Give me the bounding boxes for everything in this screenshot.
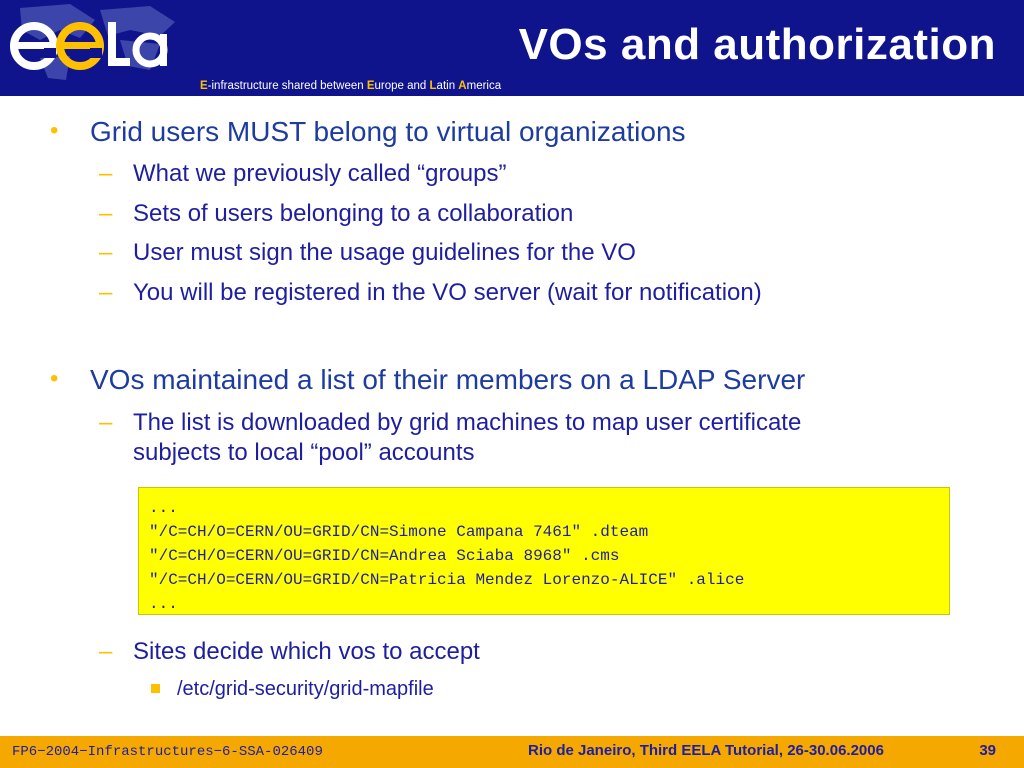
slide-footer	[0, 736, 1024, 768]
sub-bullet-text: The list is downloaded by grid machines to map user certificate	[133, 409, 802, 436]
code-line: "/C=CH/O=CERN/OU=GRID/CN=Patricia Mendez Lorenzo-ALICE" .alice	[149, 571, 745, 589]
mapfile-code-box	[138, 487, 950, 615]
code-line: ...	[149, 595, 178, 613]
slide-header	[0, 0, 1024, 96]
footer-project-id: FP6−2004−Infrastructures−6-SSA-026409	[12, 744, 323, 760]
sub-bullet-item	[99, 637, 480, 667]
tagline-part-3: atin	[436, 80, 459, 92]
sub-bullet-item	[99, 159, 507, 189]
eela-logo	[0, 0, 196, 96]
sub-bullet-item	[99, 408, 802, 438]
tagline-a: A	[458, 80, 467, 92]
eela-logo-graphic	[0, 0, 196, 96]
dash-icon: –	[99, 638, 113, 665]
tagline-part-1: -infrastructure shared between	[207, 80, 367, 92]
dash-icon: –	[99, 160, 113, 187]
bullet-dot-icon: •	[50, 365, 59, 392]
bullet-dot-icon: •	[50, 117, 59, 144]
sub-bullet-text: User must sign the usage guidelines for the VO	[133, 239, 636, 266]
tagline-e1: E	[200, 80, 208, 92]
tagline-l: L	[429, 80, 437, 92]
tagline-part-2: urope and	[374, 80, 430, 92]
square-bullet-icon	[151, 684, 160, 693]
slide-content	[0, 96, 1024, 736]
sub-bullet-text: subjects to local “pool” accounts	[133, 439, 475, 466]
slide-title: VOs and authorization	[518, 20, 996, 69]
code-line: ...	[149, 499, 178, 517]
footer-event: Rio de Janeiro, Third EELA Tutorial, 26-30.06.2006	[528, 742, 884, 759]
sub-bullet-item	[99, 278, 762, 308]
bullet-text: Grid users MUST belong to virtual organizations	[90, 116, 686, 147]
sub-bullet-text: What we previously called “groups”	[133, 160, 507, 187]
sub-bullet-text: You will be registered in the VO server (wait for notification)	[133, 279, 762, 306]
page-number: 39	[979, 742, 996, 759]
tagline-e2: E	[366, 80, 375, 92]
dash-icon: –	[99, 409, 113, 436]
sub-bullet-item	[99, 199, 574, 229]
sub-bullet-text: Sites decide which vos to accept	[133, 638, 480, 665]
sub-sub-bullet-text: /etc/grid-security/grid-mapfile	[177, 678, 434, 700]
bullet-item	[50, 364, 806, 396]
code-line: "/C=CH/O=CERN/OU=GRID/CN=Simone Campana 7461" .dteam	[149, 523, 649, 541]
tagline	[200, 80, 501, 92]
code-line: "/C=CH/O=CERN/OU=GRID/CN=Andrea Sciaba 8968" .cms	[149, 547, 620, 565]
dash-icon: –	[99, 239, 113, 266]
bullet-item	[50, 116, 686, 148]
sub-bullet-text: Sets of users belonging to a collaboration	[133, 200, 574, 227]
sub-sub-bullet-item	[177, 678, 434, 701]
dash-icon: –	[99, 279, 113, 306]
tagline-part-4: merica	[466, 80, 502, 92]
dash-icon: –	[99, 200, 113, 227]
sub-bullet-continuation	[133, 438, 475, 468]
bullet-text: VOs maintained a list of their members on a LDAP Server	[90, 364, 806, 395]
sub-bullet-item	[99, 238, 636, 268]
